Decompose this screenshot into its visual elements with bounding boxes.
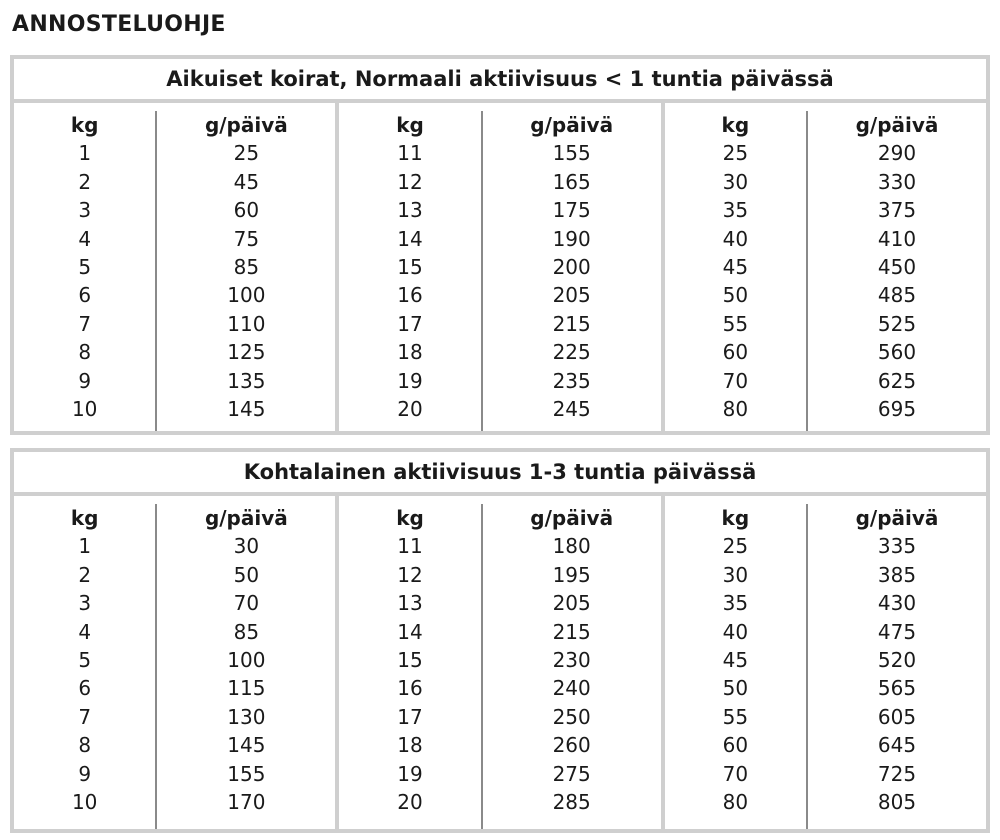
cell-weight-kg: 6 — [78, 676, 92, 701]
cell-grams-per-day: 75 — [233, 226, 260, 251]
cell-grams-per-day: 115 — [227, 676, 266, 701]
cell-weight-kg: 25 — [722, 141, 749, 166]
cell-grams-per-day: 130 — [227, 704, 266, 729]
cell-weight-kg: 3 — [78, 591, 92, 616]
cell-grams-per-day: 335 — [877, 534, 917, 559]
column-header-grams: g/päivä — [855, 506, 939, 530]
kg-column — [339, 504, 480, 829]
cell-grams-per-day: 275 — [552, 761, 591, 786]
cell-grams-per-day: 430 — [877, 591, 917, 616]
cell-grams-per-day: 190 — [552, 226, 591, 251]
cell-grams-per-day: 525 — [877, 311, 917, 336]
cell-grams-per-day: 605 — [877, 704, 917, 729]
column-group — [335, 496, 660, 829]
cell-weight-kg: 30 — [722, 169, 749, 194]
cell-weight-kg: 14 — [397, 226, 423, 251]
column-header-kg: kg — [396, 113, 424, 137]
cell-grams-per-day: 195 — [552, 562, 591, 587]
column-header-kg: kg — [396, 506, 424, 530]
cell-weight-kg: 10 — [71, 790, 98, 815]
grams-column — [806, 111, 986, 431]
cell-grams-per-day: 30 — [233, 534, 260, 559]
kg-column — [14, 111, 155, 431]
cell-grams-per-day: 235 — [552, 368, 591, 393]
cell-weight-kg: 40 — [722, 619, 749, 644]
cell-weight-kg: 12 — [397, 562, 423, 587]
grams-column — [155, 111, 335, 431]
cell-weight-kg: 4 — [78, 619, 92, 644]
cell-weight-kg: 60 — [722, 340, 749, 365]
cell-grams-per-day: 180 — [552, 534, 591, 559]
table-body — [14, 103, 986, 431]
cell-weight-kg: 45 — [722, 648, 749, 673]
column-header-kg: kg — [70, 506, 99, 530]
column-header-grams: g/päivä — [204, 113, 288, 137]
cell-grams-per-day: 520 — [877, 648, 917, 673]
cell-weight-kg: 13 — [397, 198, 423, 223]
cell-grams-per-day: 215 — [552, 311, 591, 336]
cell-grams-per-day: 230 — [552, 648, 591, 673]
grams-column — [481, 504, 661, 829]
cell-grams-per-day: 225 — [552, 340, 591, 365]
cell-grams-per-day: 100 — [227, 283, 266, 308]
column-header-grams: g/päivä — [204, 506, 288, 530]
cell-weight-kg: 8 — [78, 733, 92, 758]
table-title: Aikuiset koirat, Normaali aktiivisuus < 1 tuntia päivässä — [14, 59, 986, 103]
cell-grams-per-day: 260 — [552, 733, 591, 758]
cell-grams-per-day: 145 — [227, 733, 266, 758]
cell-grams-per-day: 240 — [552, 676, 591, 701]
column-group — [661, 103, 986, 431]
cell-weight-kg: 17 — [397, 704, 423, 729]
cell-grams-per-day: 155 — [227, 761, 266, 786]
cell-weight-kg: 50 — [722, 283, 749, 308]
cell-weight-kg: 17 — [397, 311, 423, 336]
cell-weight-kg: 15 — [397, 648, 423, 673]
column-header-grams: g/päivä — [530, 113, 614, 137]
cell-weight-kg: 4 — [78, 226, 92, 251]
dosage-table-normal-activity — [10, 55, 990, 435]
cell-weight-kg: 15 — [397, 255, 423, 280]
cell-grams-per-day: 560 — [877, 340, 917, 365]
cell-grams-per-day: 285 — [552, 790, 591, 815]
kg-column — [665, 504, 806, 829]
cell-weight-kg: 11 — [397, 141, 423, 166]
cell-weight-kg: 12 — [397, 169, 423, 194]
cell-weight-kg: 1 — [78, 534, 92, 559]
cell-weight-kg: 80 — [722, 790, 749, 815]
cell-weight-kg: 35 — [722, 591, 749, 616]
cell-grams-per-day: 805 — [877, 790, 917, 815]
cell-weight-kg: 3 — [78, 198, 92, 223]
cell-weight-kg: 19 — [397, 761, 423, 786]
table-body — [14, 496, 986, 829]
cell-grams-per-day: 125 — [227, 340, 266, 365]
cell-grams-per-day: 85 — [233, 255, 260, 280]
cell-grams-per-day: 145 — [227, 397, 266, 422]
column-group — [335, 103, 660, 431]
cell-grams-per-day: 625 — [877, 368, 917, 393]
cell-weight-kg: 7 — [78, 704, 92, 729]
cell-grams-per-day: 245 — [552, 397, 591, 422]
cell-weight-kg: 40 — [722, 226, 749, 251]
grams-column — [155, 504, 335, 829]
cell-weight-kg: 13 — [397, 591, 423, 616]
cell-grams-per-day: 70 — [233, 591, 260, 616]
grams-column — [806, 504, 986, 829]
cell-weight-kg: 1 — [78, 141, 92, 166]
column-header-grams: g/päivä — [855, 113, 939, 137]
cell-weight-kg: 30 — [722, 562, 749, 587]
cell-weight-kg: 5 — [78, 255, 92, 280]
column-header-kg: kg — [721, 506, 750, 530]
cell-grams-per-day: 250 — [552, 704, 591, 729]
kg-column — [665, 111, 806, 431]
cell-weight-kg: 25 — [722, 534, 749, 559]
cell-grams-per-day: 205 — [552, 591, 591, 616]
cell-weight-kg: 7 — [78, 311, 92, 336]
cell-weight-kg: 18 — [397, 733, 423, 758]
cell-grams-per-day: 565 — [877, 676, 917, 701]
cell-weight-kg: 55 — [722, 704, 749, 729]
cell-weight-kg: 5 — [78, 648, 92, 673]
column-group — [14, 103, 335, 431]
cell-grams-per-day: 485 — [877, 283, 917, 308]
cell-grams-per-day: 330 — [877, 169, 917, 194]
column-group — [14, 496, 335, 829]
cell-weight-kg: 19 — [397, 368, 423, 393]
cell-weight-kg: 20 — [397, 397, 423, 422]
cell-grams-per-day: 290 — [877, 141, 917, 166]
cell-grams-per-day: 385 — [877, 562, 917, 587]
cell-grams-per-day: 85 — [233, 619, 260, 644]
cell-grams-per-day: 170 — [227, 790, 266, 815]
cell-weight-kg: 50 — [722, 676, 749, 701]
cell-weight-kg: 2 — [78, 562, 92, 587]
cell-weight-kg: 10 — [71, 397, 98, 422]
kg-column — [14, 504, 155, 829]
cell-weight-kg: 45 — [722, 255, 749, 280]
cell-weight-kg: 2 — [78, 169, 92, 194]
cell-weight-kg: 9 — [78, 761, 92, 786]
page-title: ANNOSTELUOHJE — [12, 12, 226, 37]
cell-weight-kg: 70 — [722, 368, 749, 393]
cell-grams-per-day: 475 — [877, 619, 917, 644]
cell-grams-per-day: 410 — [877, 226, 917, 251]
cell-grams-per-day: 205 — [552, 283, 591, 308]
cell-weight-kg: 18 — [397, 340, 423, 365]
cell-weight-kg: 60 — [722, 733, 749, 758]
cell-weight-kg: 14 — [397, 619, 423, 644]
cell-weight-kg: 9 — [78, 368, 92, 393]
column-header-kg: kg — [70, 113, 99, 137]
cell-grams-per-day: 25 — [233, 141, 260, 166]
cell-weight-kg: 70 — [722, 761, 749, 786]
column-header-kg: kg — [721, 113, 750, 137]
grams-column — [481, 111, 661, 431]
cell-grams-per-day: 60 — [233, 198, 260, 223]
cell-grams-per-day: 215 — [552, 619, 591, 644]
cell-grams-per-day: 175 — [552, 198, 591, 223]
cell-weight-kg: 16 — [397, 676, 423, 701]
column-header-grams: g/päivä — [530, 506, 614, 530]
cell-weight-kg: 6 — [78, 283, 92, 308]
cell-grams-per-day: 200 — [552, 255, 591, 280]
cell-grams-per-day: 135 — [227, 368, 266, 393]
cell-grams-per-day: 695 — [877, 397, 917, 422]
cell-weight-kg: 55 — [722, 311, 749, 336]
column-group — [661, 496, 986, 829]
table-title: Kohtalainen aktiivisuus 1-3 tuntia päivässä — [14, 452, 986, 496]
cell-grams-per-day: 375 — [877, 198, 917, 223]
cell-weight-kg: 11 — [397, 534, 423, 559]
cell-weight-kg: 16 — [397, 283, 423, 308]
cell-weight-kg: 20 — [397, 790, 423, 815]
cell-grams-per-day: 725 — [877, 761, 917, 786]
cell-grams-per-day: 155 — [552, 141, 591, 166]
cell-grams-per-day: 450 — [877, 255, 917, 280]
cell-grams-per-day: 165 — [552, 169, 591, 194]
cell-grams-per-day: 110 — [227, 311, 266, 336]
cell-grams-per-day: 100 — [227, 648, 266, 673]
cell-grams-per-day: 50 — [233, 562, 260, 587]
cell-weight-kg: 8 — [78, 340, 92, 365]
kg-column — [339, 111, 480, 431]
cell-weight-kg: 35 — [722, 198, 749, 223]
cell-grams-per-day: 45 — [233, 169, 260, 194]
cell-weight-kg: 80 — [722, 397, 749, 422]
dosage-table-moderate-activity — [10, 448, 990, 833]
cell-grams-per-day: 645 — [877, 733, 917, 758]
